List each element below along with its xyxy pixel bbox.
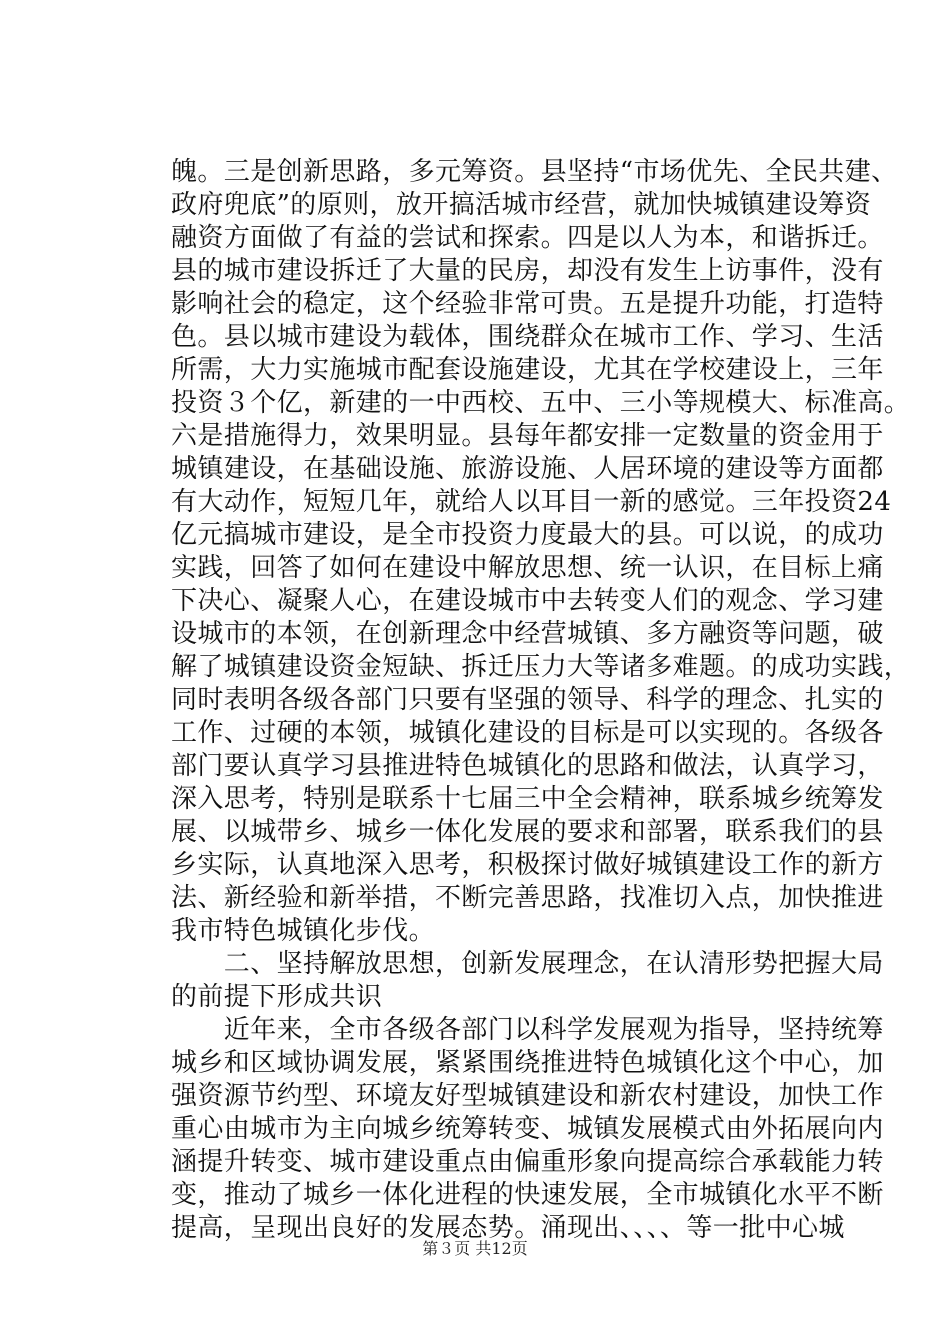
text-line: 融资方面做了有益的尝试和探索。四是以人为本，和谐拆迁。 (171, 223, 884, 253)
text-line: 下决心、凝聚人心，在建设城市中去转变人们的观念、学习建 (171, 586, 884, 616)
text-line: 乡实际，认真地深入思考，积极探讨做好城镇建设工作的新方 (171, 850, 884, 880)
text-line: 所需，大力实施城市配套设施建设，尤其在学校建设上，三年 (171, 355, 884, 385)
text-line: 我市特色城镇化步伐。 (171, 916, 436, 946)
text-line: 色。县以城市建设为载体，围绕群众在城市工作、学习、生活 (171, 322, 884, 352)
text-line: 政府兜底”的原则，放开搞活城市经营，就加快城镇建设筹资 (171, 190, 872, 220)
text-line: 县的城市建设拆迁了大量的民房，却没有发生上访事件，没有 (171, 256, 884, 286)
section-heading-line: 二、坚持解放思想，创新发展理念，在认清形势把握大局 (171, 949, 884, 979)
text-line: 有大动作，短短几年，就给人以耳目一新的感觉。三年投资24 (171, 487, 892, 517)
page-number-footer: 第３页 共12页 (422, 1239, 528, 1258)
text-line: 提高，呈现出良好的发展态势。涌现出、、、、等一批中心城 (171, 1213, 845, 1243)
text-line: 工作、过硬的本领，城镇化建设的目标是可以实现的。各级各 (171, 718, 884, 748)
document-body (171, 156, 911, 1245)
text-line: 强资源节约型、环境友好型城镇建设和新农村建设，加快工作 (171, 1081, 884, 1111)
text-line: 影响社会的稳定，这个经验非常可贵。五是提升功能，打造特 (171, 289, 884, 319)
text-line: 设城市的本领，在创新理念中经营城镇、多方融资等问题，破 (171, 619, 884, 649)
text-line: 解了城镇建设资金短缺、拆迁压力大等诸多难题。的成功实践， (171, 652, 911, 682)
text-line: 同时表明各级各部门只要有坚强的领导、科学的理念、扎实的 (171, 685, 884, 715)
text-line: 魄。三是创新思路，多元筹资。县坚持“市场优先、全民共建、 (171, 157, 898, 187)
text-line: 城乡和区域协调发展，紧紧围绕推进特色城镇化这个中心，加 (171, 1048, 884, 1078)
text-line: 亿元搞城市建设，是全市投资力度最大的县。可以说，的成功 (171, 520, 884, 550)
text-line: 法、新经验和新举措，不断完善思路，找准切入点，加快推进 (171, 883, 884, 913)
text-line: 涵提升转变、城市建设重点由偏重形象向提高综合承载能力转 (171, 1147, 884, 1177)
text-line: 近年来，全市各级各部门以科学发展观为指导，坚持统筹 (171, 1015, 884, 1045)
text-line: 深入思考，特别是联系十七届三中全会精神，联系城乡统筹发 (171, 784, 884, 814)
text-line: 投资３个亿，新建的一中西校、五中、三小等规模大、标准高。 (171, 388, 911, 418)
text-line: 展、以城带乡、城乡一体化发展的要求和部署，联系我们的县 (171, 817, 884, 847)
text-line: 城镇建设，在基础设施、旅游设施、人居环境的建设等方面都 (171, 454, 884, 484)
section-heading-line: 的前提下形成共识 (171, 982, 383, 1012)
text-line: 部门要认真学习县推进特色城镇化的思路和做法，认真学习， (171, 751, 884, 781)
text-line: 六是措施得力，效果明显。县每年都安排一定数量的资金用于 (171, 421, 884, 451)
text-line: 实践，回答了如何在建设中解放思想、统一认识，在目标上痛 (171, 553, 884, 583)
text-line: 重心由城市为主向城乡统筹转变、城镇发展模式由外拓展向内 (171, 1114, 884, 1144)
text-line: 变，推动了城乡一体化进程的快速发展，全市城镇化水平不断 (171, 1180, 884, 1210)
